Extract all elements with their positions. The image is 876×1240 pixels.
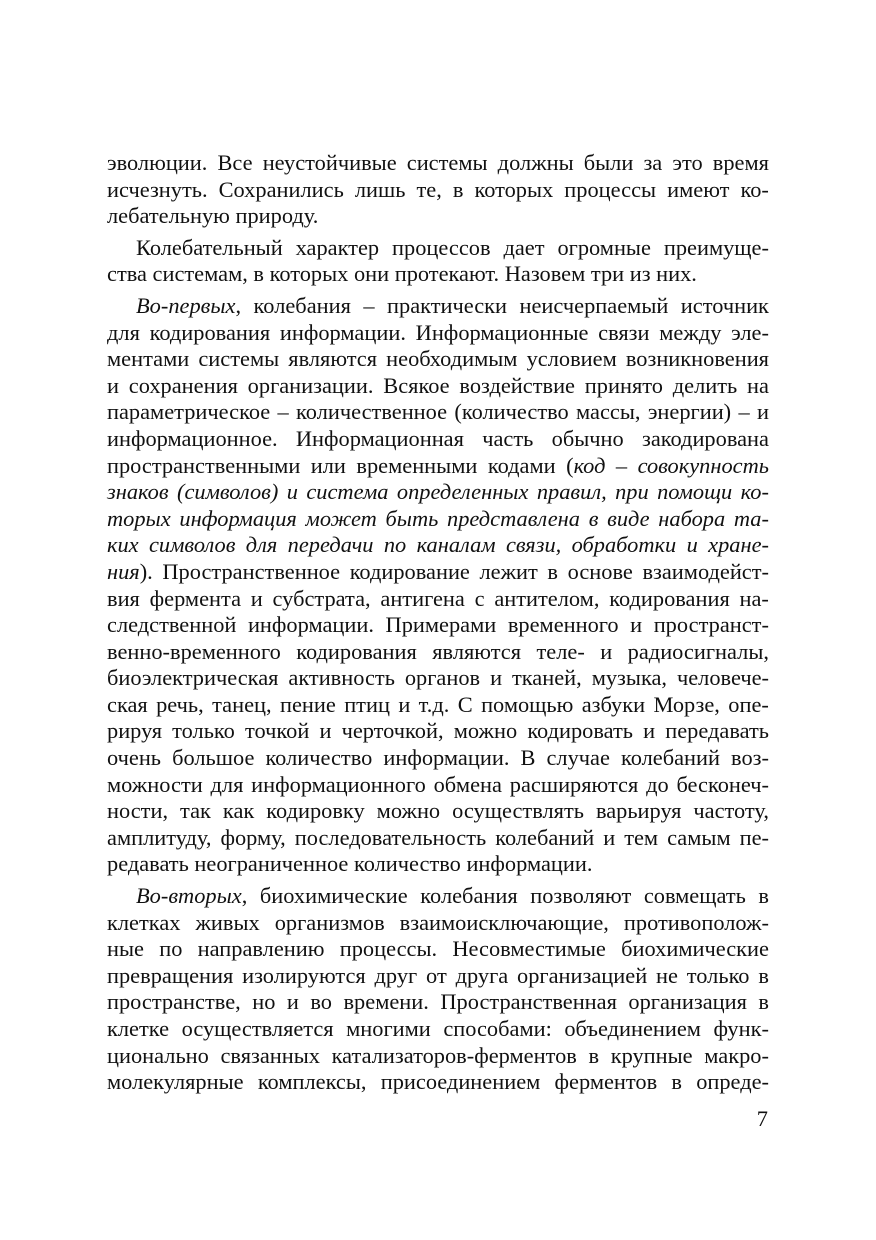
text-line: лебательную природу.	[107, 203, 319, 229]
text-line: параметрическое – количественное (количество массы, энергии) – и	[107, 399, 769, 425]
text-line: для кодирования информации. Информационные связи между эле-	[107, 319, 769, 345]
text-line: редавать неограниченное количество информации.	[107, 851, 593, 877]
text-line: клетке осуществляется многими способами: объединением функ-	[107, 1016, 769, 1041]
paragraph	[107, 150, 769, 230]
paragraph	[107, 883, 769, 1096]
text-line: венно-временного кодирования являются теле- и радиосигналы,	[107, 638, 769, 664]
text-line: и сохранения организации. Всякое воздействие принято делить на	[107, 372, 769, 398]
text-line: торых информация может быть представлена в виде набора та-	[107, 505, 769, 531]
text-line: ные по направлению процессы. Несовместимые биохимические	[107, 936, 769, 962]
text-line: Колебательный характер процессов дает огромные преимуще-	[136, 234, 769, 260]
text-line: эволюции. Все неустойчивые системы должны были за это время	[107, 150, 769, 175]
text-line: рируя только точкой и черточкой, можно кодировать и передавать	[107, 718, 769, 744]
text-line: исчезнуть. Сохранились лишь те, в которых процессы имеют ко-	[107, 176, 769, 202]
text-line: вия фермента и субстрата, антигена с антителом, кодирования на-	[107, 585, 769, 611]
page-number: 7	[756, 1106, 768, 1131]
text-line: можности для информационного обмена расширяются до бесконеч-	[107, 771, 769, 797]
paragraph	[107, 235, 769, 288]
text-line: ментами системы являются необходимым условием возникновения	[107, 346, 769, 372]
text-line: молекулярные комплексы, присоединением ферментов в опреде-	[107, 1069, 769, 1095]
text-line: ности, так как кодировку можно осуществлять варьируя частоту,	[107, 798, 769, 824]
text-line: ства системам, в которых они протекают. Назовем три из них.	[107, 261, 697, 287]
text-line: биоэлектрическая активность органов и тканей, музыка, человече-	[107, 665, 769, 691]
text-line: пространстве, но и во времени. Пространственная организация в	[107, 989, 769, 1015]
text-line: Во-первых, колебания – практически неисчерпаемый источник	[136, 292, 769, 318]
paragraph	[107, 293, 769, 878]
text-line: пространственными или временными кодами (код – совокупность	[107, 452, 769, 478]
text-line: ская речь, танец, пение птиц и т.д. С помощью азбуки Морзе, опе-	[107, 691, 769, 717]
text-line: знаков (символов) и система определенных правил, при помощи ко-	[107, 479, 769, 505]
text-line: амплитуду, форму, последовательность колебаний и тем самым пе-	[107, 824, 769, 850]
text-line: следственной информации. Примерами временного и пространст-	[107, 612, 769, 638]
text-line: информационное. Информационная часть обычно закодирована	[107, 425, 769, 451]
text-line: очень большое количество информации. В случае колебаний воз-	[107, 745, 769, 771]
text-line: ния). Пространственное кодирование лежит в основе взаимодейст-	[107, 558, 769, 584]
text-line: превращения изолируются друг от друга организацией не только в	[107, 962, 769, 988]
text-line: клетках живых организмов взаимоисключающие, противополож-	[107, 909, 769, 935]
body-text	[107, 150, 769, 1096]
text-line: ционально связанных катализаторов-ферментов в крупные макро-	[107, 1042, 769, 1068]
text-line: Во-вторых, биохимические колебания позволяют совмещать в	[136, 883, 769, 909]
text-line: ких символов для передачи по каналам связи, обработки и хране-	[107, 532, 769, 558]
